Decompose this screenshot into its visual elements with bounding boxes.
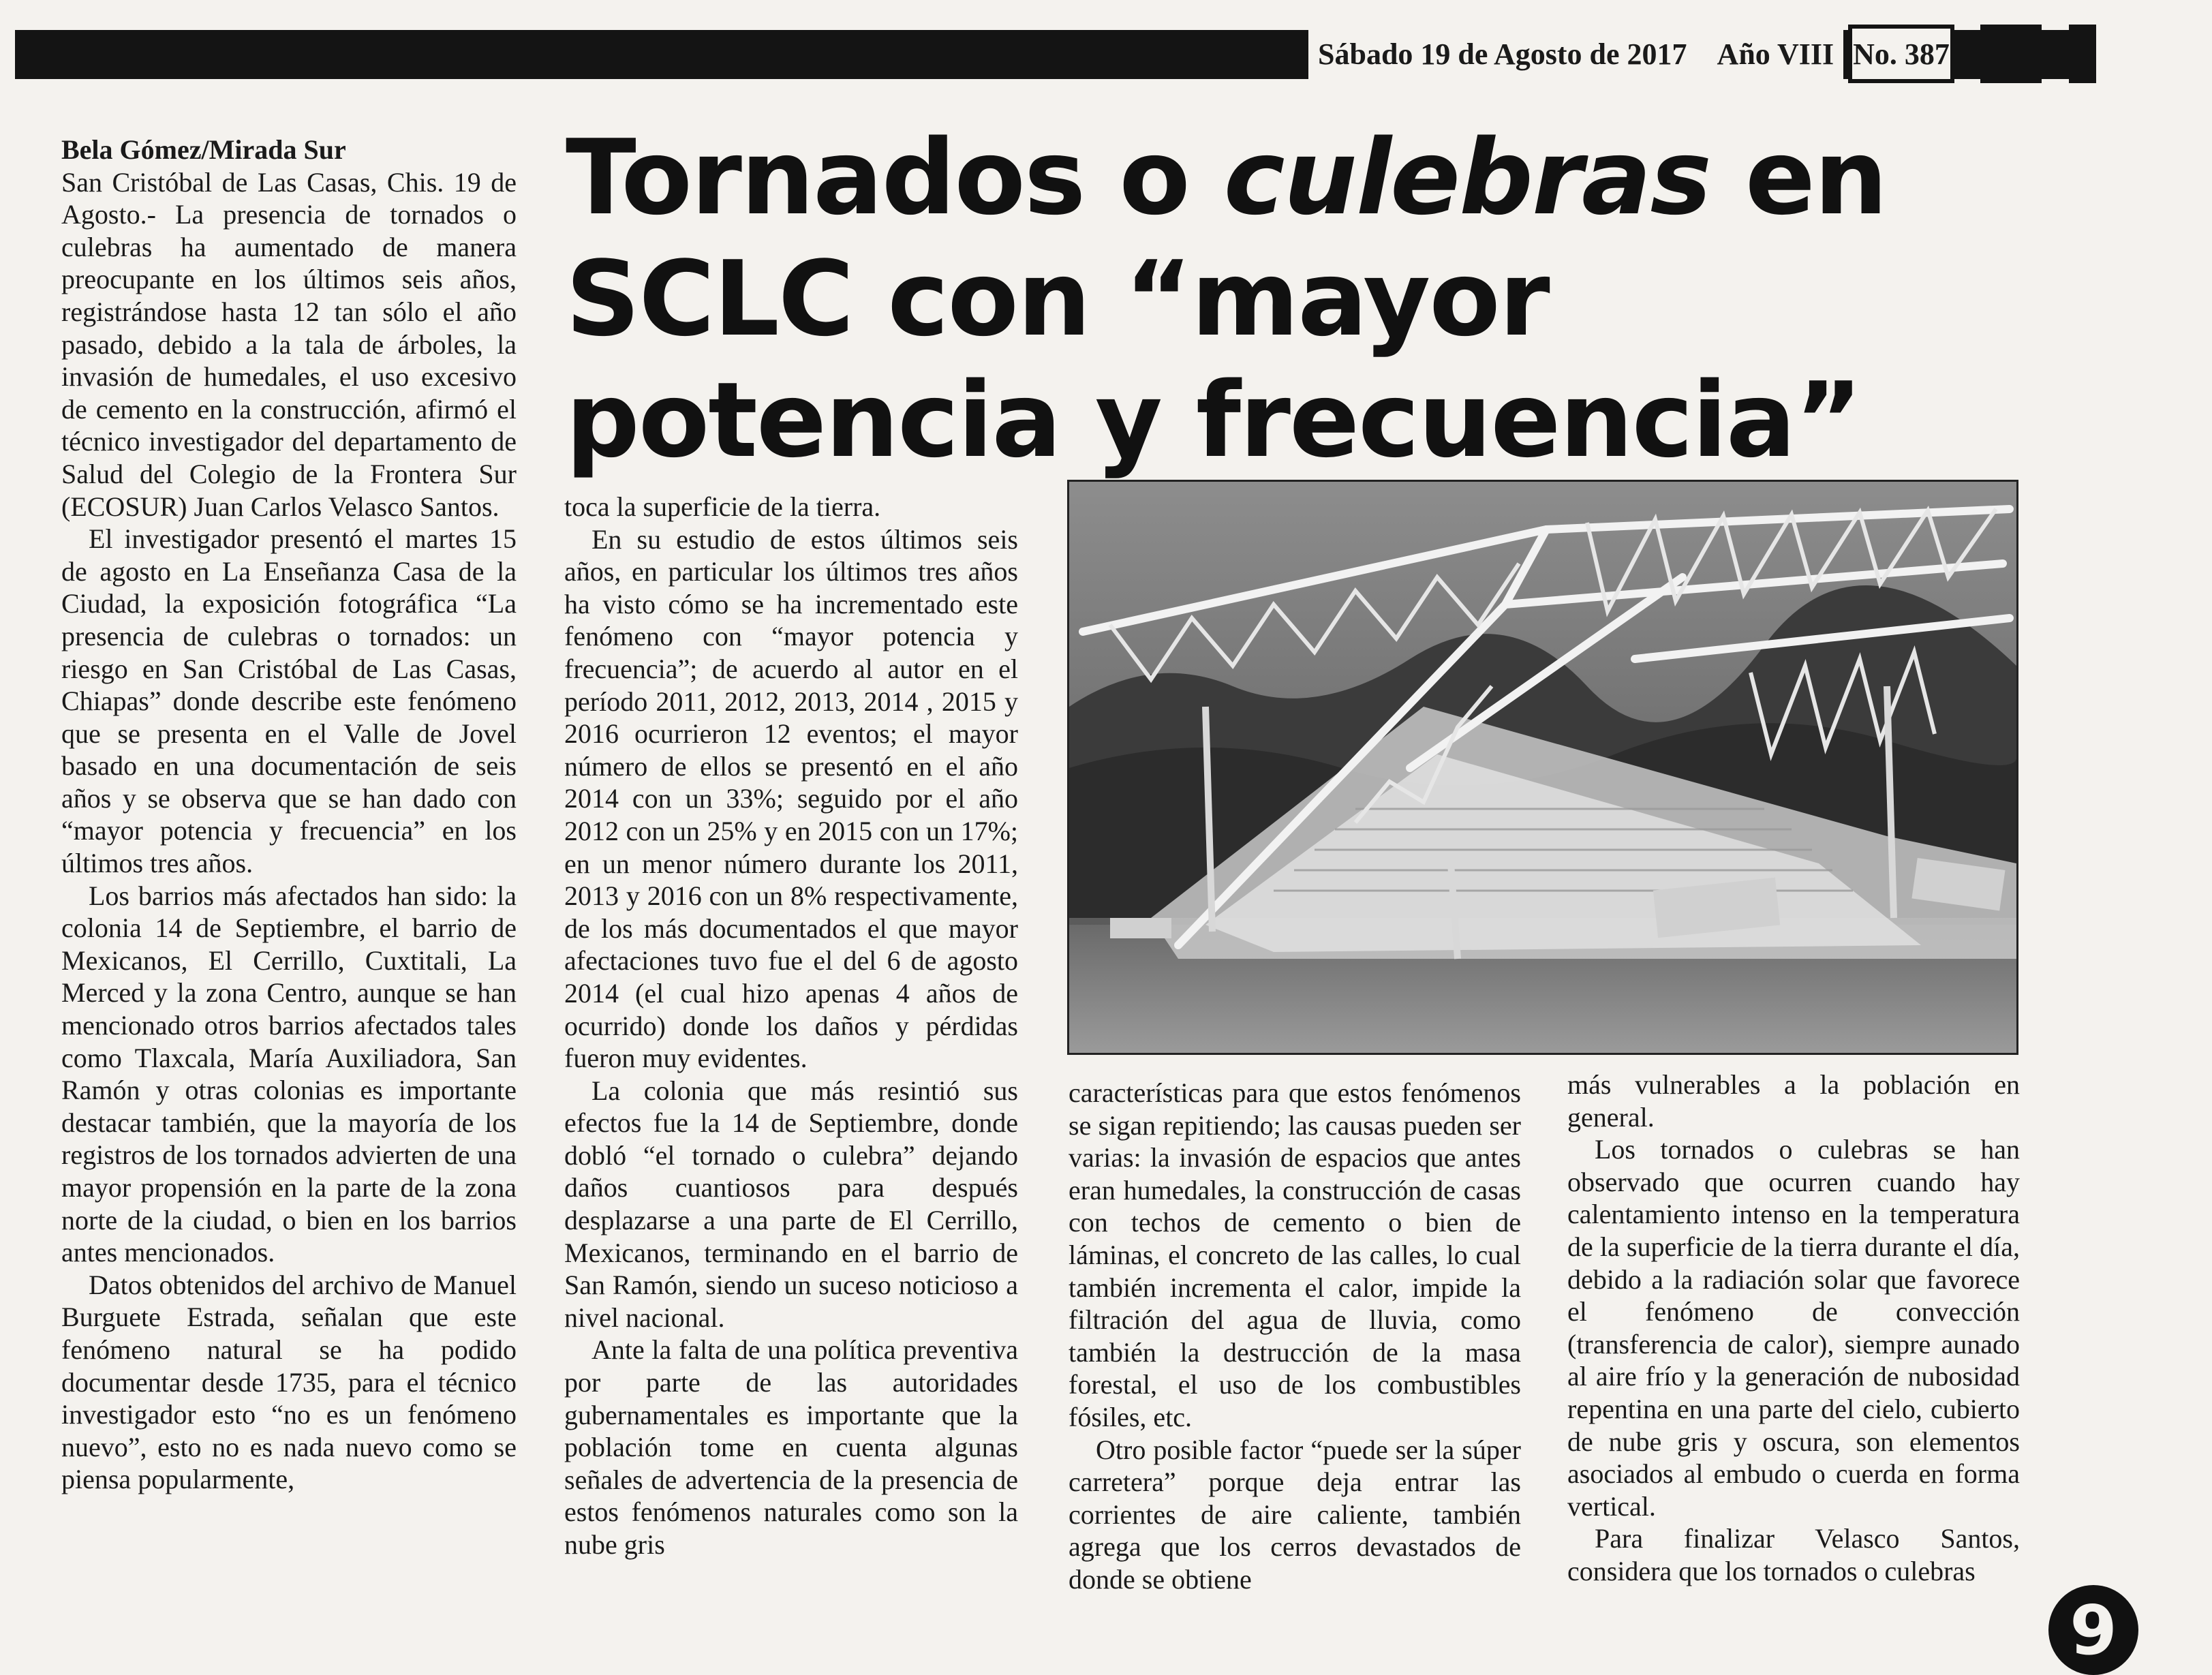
paragraph: En su estudio de estos últimos seis años, en particular los últimos tres años ha visto cómo se ha incrementado este fenómeno con “mayor potencia y frecuencia”; de acuerdo al autor en el período 2011, 2012, 2013, 2014 , 2015 y 2016 ocurrieron 12 eventos; el mayor número de ellos se presentó en el año 2014 con un 33%; seguido por el año 2012 con un 25% y en 2015 con un 17%; en un menor número durante los 2011, 2013 y 2016 con un 8% respectivamente, de los más documentados el que mayor afectaciones tuvo fue el del 6 de agosto 2014 (el cual hizo apenas 4 años de ocurrido) donde los daños y pérdidas fueron muy evidentes. [564, 523, 1018, 1074]
paragraph: Ante la falta de una política preventiva por parte de las autoridades gubernamentales es importante que la población tome en cuenta algunas señales de advertencia de la presencia de estos fenómenos naturales como son la nube gris [564, 1334, 1018, 1560]
byline: Bela Gómez/Mirada Sur [61, 134, 346, 165]
paragraph: características para que estos fenómenos se sigan repitiendo; las causas pueden ser varias: la invasión de espacios que antes eran humedales, la construcción de casas con techos de cemento o bien de láminas, el concreto de las calles, lo cual también incrementa el calor, impide la filtración del agua de lluvia, como también la destrucción de la masa forestal, el uso de los combustibles fósiles, etc. [1069, 1077, 1521, 1432]
paragraph: Los barrios más afectados han sido: la colonia 14 de Septiembre, el barrio de Mexicanos, El Cerrillo, Cuxtitali, La Merced y la zona Centro, aunque se han mencionado otros barrios afectados tales como Tlaxcala, María Auxiliadora, San Ramón y otras colonias es importante destacar también, que la mayoría de los registros de los tornados advierten de una mayor propensión en la parte de la zona norte de la ciudad, o bien en los barrios antes mencionados. [61, 880, 517, 1268]
masthead-block-1 [1980, 25, 2042, 83]
paragraph: La colonia que más resintió sus efectos fue la 14 de Septiembre, donde dobló “el tornado o culebra” dejando daños cuantiosos para después desplazarse a una parte de El Cerrillo, Mexicanos, terminando en el barrio de San Ramón, siendo un suceso noticioso a nivel nacional. [564, 1075, 1018, 1333]
masthead-date [1308, 25, 1843, 83]
headline-line-2: SCLC con “mayor [566, 239, 1549, 359]
issue-date: Sábado 19 de Agosto de 2017 [1318, 37, 1687, 71]
masthead-block-2 [2069, 25, 2096, 83]
issue-year: Año VIII [1717, 37, 1834, 71]
article-column-3 [1069, 1077, 1521, 1644]
paragraph: Los tornados o culebras se han observado que ocurren cuando hay calentamiento intenso en la temperatura de la superficie de la tierra durante el día, debido a la radiación solar que favorece el fenómeno de convección (transferencia de calor), siempre aunado al aire frío y la generación de nubosidad repentina en una parte del cielo, cubierto de nube gris y oscura, son elementos asociados al embudo o cuerda en forma vertical. [1567, 1134, 2020, 1522]
issue-number: No. 387 [1853, 37, 1950, 71]
article-column-2 [564, 491, 1018, 1644]
page-number: 9 [2048, 1585, 2138, 1675]
article-column-4 [1567, 1069, 2020, 1644]
tornado-damage-photo [1067, 480, 2018, 1055]
paragraph: Para finalizar Velasco Santos, considera que los tornados o culebras [1567, 1523, 2020, 1586]
headline [566, 117, 1963, 481]
paragraph: más vulnerables a la población en general. [1567, 1069, 2020, 1133]
paragraph: toca la superficie de la tierra. [564, 491, 881, 522]
issue-number-box [1848, 25, 1954, 83]
headline-line-3: potencia y frecuencia” [566, 360, 1862, 480]
article-column-1 [61, 134, 517, 1644]
paragraph: Datos obtenidos del archivo de Manuel Burguete Estrada, señalan que este fenómeno natural se ha podido documentar desde 1735, para el técnico investigador esto “no es un fenómeno nuevo”, esto no es nada nuevo como se piensa popularmente, [61, 1269, 517, 1495]
headline-line-1: Tornados o culebras en [566, 117, 1887, 238]
headline-italic-word: culebras [1223, 117, 1710, 238]
paragraph: Otro posible factor “puede ser la súper carretera” porque deja entrar las corrientes de aire caliente, también agrega que los cerros devastados de donde se obtiene [1069, 1434, 1521, 1595]
paragraph: San Cristóbal de Las Casas, Chis. 19 de Agosto.- La presencia de tornados o culebras ha aumentado de manera preocupante en los últimos seis años, registrándose hasta 12 tan sólo el año pasado, debido a la tala de árboles, la invasión de humedales, el uso excesivo de cemento en la construcción, afirmó el técnico investigador del departamento de Salud del Colegio de la Frontera Sur (ECOSUR) Juan Carlos Velasco Santos. [61, 166, 517, 522]
paragraph: El investigador presentó el martes 15 de agosto en La Enseñanza Casa de la Ciudad, la exposición fotográfica “La presencia de culebras o tornados: un riesgo en San Cristóbal de Las Casas, Chiapas” donde describe este fenómeno que se presenta en el Valle de Jovel basado en una documentación de seis años y se observa que se han dado con “mayor potencia y frecuencia” en los últimos tres años. [61, 523, 517, 879]
